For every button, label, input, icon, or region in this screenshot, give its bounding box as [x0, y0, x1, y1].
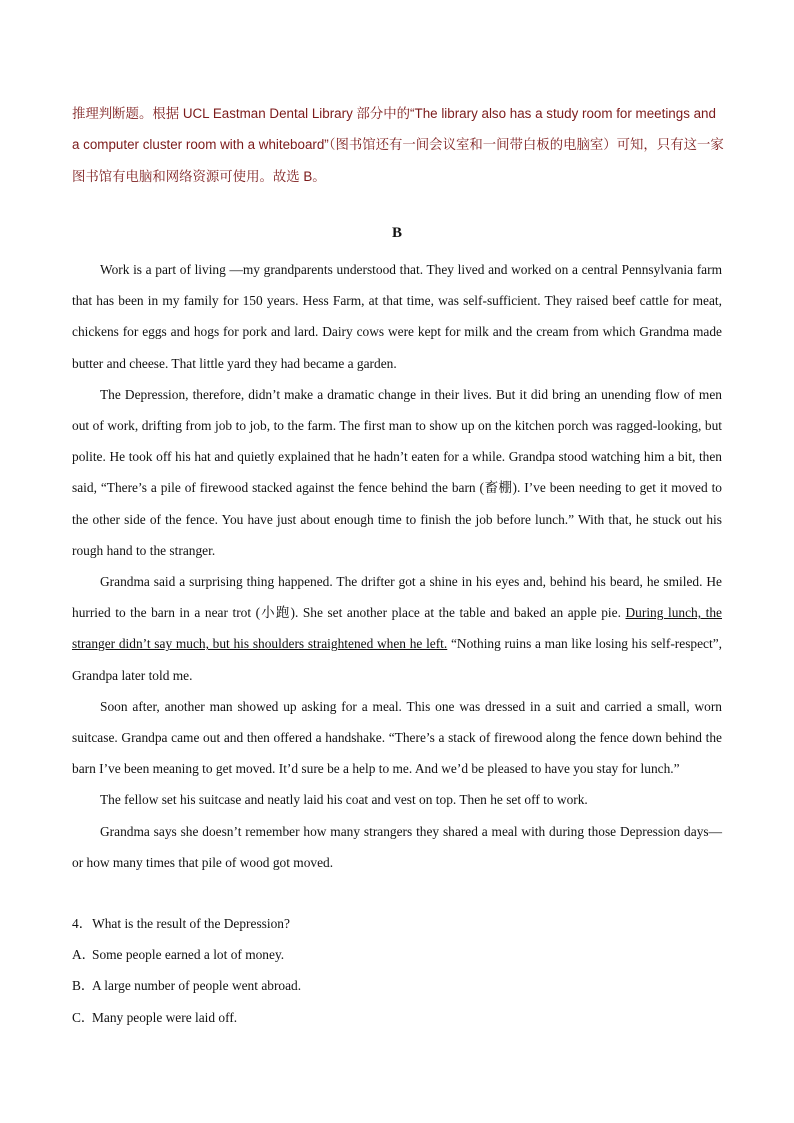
answer-analysis-note: 推理判断题。根据 UCL Eastman Dental Library 部分中的“The library also has a study room for meetings and a computer cluster room with a whiteboard”（图书馆还有一间会议室和一间带白板的电脑室）可知，只有这一家图书馆有电脑和网络资源可使用。故选 B。: [72, 106, 724, 184]
answer-option: [72, 1002, 722, 1033]
question-text: What is the result of the Depression?: [92, 916, 290, 931]
passage-paragraph: [72, 566, 722, 691]
paragraph-text: “Nothing ruins a man like losing his self-respect”, Grandpa later told me.: [72, 636, 723, 683]
passage-paragraph: Soon after, another man showed up asking for a meal. This one was dressed in a suit and carried a small, worn suitcase. Grandpa came out and then offered a handshake. “There’s a stack of firewood along the fence down behind the barn I’ve been meaning to get moved. It’d sure be a help to me. And we’d be pleased to have you stay for lunch.”: [72, 698, 722, 777]
option-letter: A．: [72, 947, 96, 963]
reading-passage: [72, 254, 722, 878]
passage-paragraph: Grandma says she doesn’t remember how many strangers they shared a meal with during those Depression days—or how many times that pile of wood got moved.: [72, 823, 722, 870]
passage-paragraph: The fellow set his suitcase and neatly laid his coat and vest on top. Then he set off to work.: [100, 792, 588, 808]
option-letter: C．: [72, 1009, 95, 1025]
passage-paragraph: Work is a part of living —my grandparents understood that. They lived and worked on a central Pennsylvania farm that has been in my family for 150 years. Hess Farm, at that time, was self-sufficient. They raised beef cattle for meat, chickens for eggs and hogs for pork and lard. Dairy cows were kept for milk and the cream from which Grandma made butter and cheese. That little yard they had became a garden.: [72, 262, 722, 371]
option-text: Many people were laid off.: [92, 1009, 238, 1025]
option-text: A large number of people went abroad.: [92, 978, 302, 994]
option-text: Some people earned a lot of money.: [92, 947, 285, 963]
option-letter: B．: [72, 978, 95, 994]
underlined-sentence: During lunch, the stranger didn’t say much, but his shoulders straightened when he left.: [72, 605, 722, 652]
question-stem: [72, 908, 722, 939]
paragraph-text: Grandma said a surprising thing happened. The drifter got a shine in his eyes and, behind his beard, he smiled. He hurried to the barn in a near trot (小跑). She set another place at the table and baked an apple pie.: [72, 574, 722, 621]
section-title: B: [391, 225, 402, 241]
passage-paragraph: The Depression, therefore, didn’t make a dramatic change in their lives. But it did bring an unending flow of men out of work, drifting from job to job, to the farm. The first man to show up on the kitchen porch was ragged-looking, but polite. He took off his hat and quietly explained that he hadn’t eaten for a while. Grandpa stood watching him a bit, then said, “There’s a pile of firewood stacked against the fence behind the barn (畜棚). I’ve been needing to get it moved to the other side of the fence. You have just about enough time to finish the job before lunch.” With that, he stuck out his rough hand to the stranger.: [72, 386, 722, 558]
question-block: [72, 908, 722, 1033]
answer-option: [72, 939, 722, 970]
question-number: 4．: [72, 916, 93, 931]
answer-option: [72, 970, 722, 1001]
